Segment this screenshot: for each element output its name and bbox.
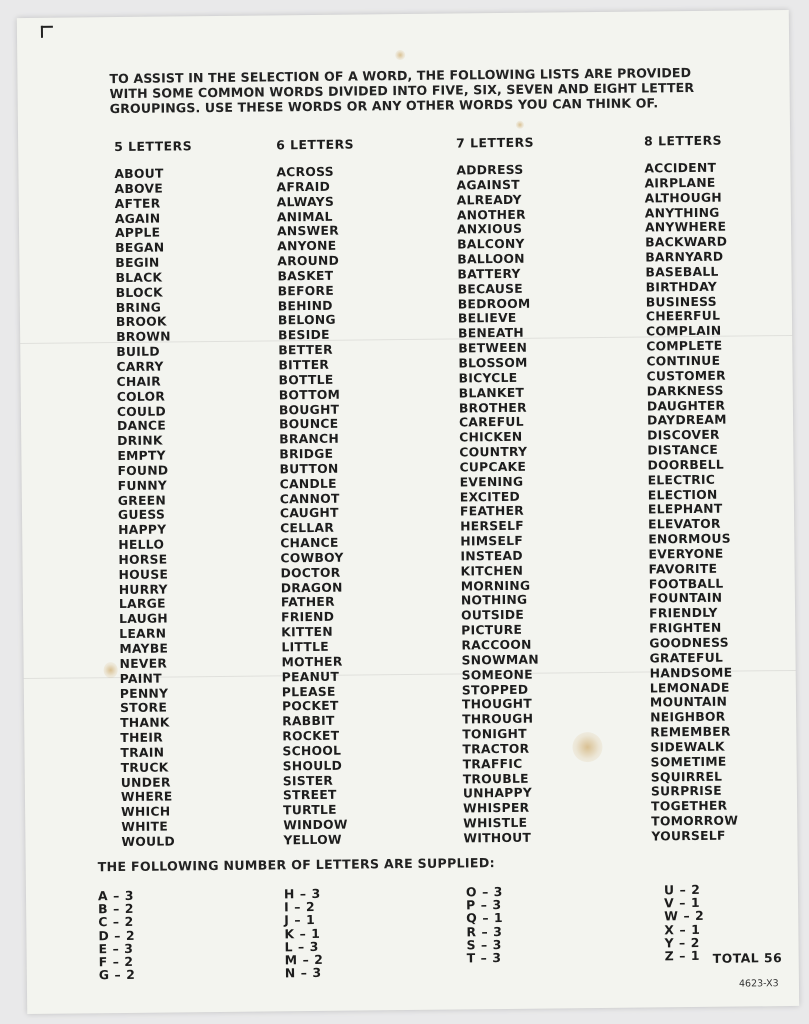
letter-count-group bbox=[664, 883, 705, 963]
list-item: GREEN bbox=[117, 493, 167, 508]
list-item: HERSELF bbox=[460, 519, 524, 534]
list-item: ANOTHER bbox=[456, 207, 526, 223]
list-item: F – 2 bbox=[98, 953, 134, 970]
list-item: CHICKEN bbox=[459, 429, 523, 445]
column-7-letters bbox=[456, 135, 541, 847]
list-item: HANDSOME bbox=[649, 665, 733, 681]
list-item: BRIDGE bbox=[279, 446, 334, 462]
list-item: BOTTLE bbox=[278, 372, 334, 388]
list-item: ADDRESS bbox=[456, 162, 524, 178]
list-item: O – 3 bbox=[465, 884, 504, 900]
list-item: RABBIT bbox=[282, 713, 335, 729]
list-item: CHANCE bbox=[280, 535, 339, 551]
list-item: OUTSIDE bbox=[461, 608, 525, 623]
list-item: SCHOOL bbox=[282, 743, 342, 759]
list-item: HOUSE bbox=[118, 567, 169, 582]
list-item: BEFORE bbox=[277, 283, 335, 299]
letter-count-group bbox=[466, 885, 504, 965]
letter-count-group bbox=[98, 889, 136, 982]
list-item: L – 3 bbox=[284, 938, 319, 955]
letter-count-list bbox=[466, 885, 504, 965]
list-item: Q – 1 bbox=[466, 910, 504, 926]
list-item: ELECTRIC bbox=[647, 472, 716, 488]
list-item: BOUGHT bbox=[278, 402, 340, 417]
list-item: TOMORROW bbox=[651, 813, 739, 829]
list-item: BOUNCE bbox=[279, 417, 339, 432]
list-item: KITCHEN bbox=[460, 563, 524, 579]
list-item: RACCOON bbox=[461, 637, 532, 653]
list-item: SOMEONE bbox=[461, 667, 533, 683]
word-list bbox=[276, 165, 361, 849]
list-item: PEANUT bbox=[281, 669, 340, 685]
list-item: SISTER bbox=[282, 773, 334, 788]
list-item: BELIEVE bbox=[457, 311, 517, 326]
list-item: REMEMBER bbox=[650, 724, 731, 740]
stain-mark bbox=[516, 121, 524, 129]
list-item: COMPLETE bbox=[646, 338, 723, 354]
list-item: ELEVATOR bbox=[648, 516, 721, 532]
list-item: LITTLE bbox=[281, 639, 329, 655]
list-item: MOUNTAIN bbox=[649, 695, 728, 710]
list-item: DRAGON bbox=[280, 580, 343, 595]
list-item: W – 2 bbox=[664, 908, 705, 924]
list-item: INSTEAD bbox=[460, 548, 523, 564]
list-item: BELONG bbox=[277, 313, 336, 328]
list-item: ANYONE bbox=[277, 238, 337, 254]
list-item: CUPCAKE bbox=[459, 459, 527, 475]
list-item: BUILD bbox=[116, 344, 160, 360]
list-item: BALCONY bbox=[457, 236, 525, 252]
list-item: CHAIR bbox=[116, 374, 162, 389]
list-item: AGAINST bbox=[456, 177, 520, 193]
list-item: TRUCK bbox=[120, 760, 169, 775]
list-item: NEVER bbox=[119, 656, 168, 671]
corner-mark bbox=[41, 26, 53, 38]
list-item: TONIGHT bbox=[462, 726, 527, 742]
list-item: EVENING bbox=[459, 474, 524, 490]
list-item: FAVORITE bbox=[648, 561, 718, 577]
list-item: CHEERFUL bbox=[645, 309, 721, 324]
list-item: ELECTION bbox=[647, 487, 718, 503]
list-item: YOURSELF bbox=[651, 828, 726, 844]
list-item: G – 2 bbox=[98, 967, 136, 983]
list-item: ANXIOUS bbox=[456, 222, 523, 237]
list-item: WHISTLE bbox=[463, 815, 528, 831]
list-item: BALLOON bbox=[457, 251, 525, 267]
list-item: BEGIN bbox=[115, 255, 160, 271]
list-item: ELEPHANT bbox=[647, 502, 723, 517]
list-item: BENEATH bbox=[458, 326, 525, 341]
list-item: H – 3 bbox=[283, 885, 321, 902]
list-item: CAUGHT bbox=[279, 506, 339, 521]
word-list bbox=[114, 166, 199, 850]
list-item: SIDEWALK bbox=[650, 739, 725, 755]
list-item: HAPPY bbox=[118, 522, 167, 538]
list-item: BASKET bbox=[277, 268, 334, 284]
list-item: TRACTOR bbox=[462, 741, 530, 757]
list-item: HIMSELF bbox=[460, 533, 524, 549]
list-item: BETWEEN bbox=[458, 340, 528, 356]
supplied-title: THE FOLLOWING NUMBER OF LETTERS ARE SUPPLIED: bbox=[97, 855, 495, 875]
word-list-sheet bbox=[17, 10, 799, 1014]
list-item: BOTTOM bbox=[278, 387, 341, 403]
list-item: ALWAYS bbox=[276, 194, 335, 210]
list-item: BETTER bbox=[278, 342, 333, 358]
list-item: WINDOW bbox=[283, 817, 348, 833]
list-item: NEIGHBOR bbox=[650, 709, 726, 725]
list-item: ALREADY bbox=[456, 192, 522, 208]
list-item: LEARN bbox=[119, 626, 167, 642]
list-item: SURPRISE bbox=[650, 784, 723, 799]
list-item: BIRTHDAY bbox=[645, 279, 718, 295]
list-item: ACCIDENT bbox=[644, 160, 717, 176]
list-item: V – 1 bbox=[664, 895, 701, 911]
column-heading: 6 LETTERS bbox=[276, 136, 355, 153]
list-item: ANSWER bbox=[276, 224, 340, 239]
list-item: R – 3 bbox=[466, 923, 503, 939]
letter-count-list bbox=[284, 887, 324, 980]
column-heading: 8 LETTERS bbox=[644, 132, 723, 149]
list-item: MORNING bbox=[460, 578, 531, 594]
list-item: COWBOY bbox=[280, 550, 344, 566]
list-item: TOGETHER bbox=[651, 798, 728, 814]
list-item: FUNNY bbox=[117, 478, 168, 493]
list-item: ROCKET bbox=[282, 728, 340, 744]
list-item: I – 2 bbox=[284, 899, 316, 915]
list-item: DAYDREAM bbox=[646, 413, 727, 428]
list-item: LEMONADE bbox=[649, 680, 730, 696]
list-item: GUESS bbox=[117, 507, 166, 523]
list-item: CUSTOMER bbox=[646, 368, 726, 384]
list-item: Y – 2 bbox=[664, 934, 701, 951]
list-item: CANNOT bbox=[279, 491, 340, 506]
list-item: COUNTRY bbox=[459, 444, 528, 460]
list-item: TURTLE bbox=[283, 803, 337, 818]
list-item: TROUBLE bbox=[462, 771, 529, 787]
list-item: DAUGHTER bbox=[646, 398, 726, 413]
list-item: SQUIRREL bbox=[650, 769, 723, 785]
list-item: DANCE bbox=[117, 418, 167, 434]
list-item: DRINK bbox=[117, 433, 163, 449]
column-heading: 7 LETTERS bbox=[456, 134, 535, 151]
list-item: ALTHOUGH bbox=[644, 190, 723, 206]
list-item: BROTHER bbox=[458, 400, 527, 415]
letter-count-list bbox=[664, 883, 705, 963]
list-item: AROUND bbox=[277, 253, 340, 269]
list-item: FOOTBALL bbox=[648, 576, 724, 592]
list-item: THANK bbox=[120, 715, 170, 731]
list-item: FRIENDLY bbox=[649, 606, 718, 621]
list-item: BUTTON bbox=[279, 461, 339, 477]
list-item: DISTANCE bbox=[647, 442, 719, 458]
list-item: BACKWARD bbox=[645, 234, 728, 250]
list-item: E – 3 bbox=[98, 940, 134, 957]
list-item: ABOUT bbox=[114, 166, 164, 182]
list-item: POCKET bbox=[281, 699, 339, 714]
list-item: FRIGHTEN bbox=[649, 620, 722, 636]
list-item: CAREFUL bbox=[458, 415, 524, 430]
list-item: THROUGH bbox=[462, 711, 534, 727]
list-item: COMPLAIN bbox=[646, 323, 722, 339]
word-list bbox=[644, 161, 738, 845]
list-item: HELLO bbox=[118, 537, 165, 553]
list-item: BICYCLE bbox=[458, 370, 518, 386]
list-item: FATHER bbox=[280, 595, 335, 610]
list-item: SHOULD bbox=[282, 758, 343, 774]
list-item: CELLAR bbox=[280, 521, 335, 536]
list-item: WHICH bbox=[121, 804, 171, 820]
list-item: AFRAID bbox=[276, 179, 331, 195]
list-item: YELLOW bbox=[283, 832, 342, 848]
list-item: DOORBELL bbox=[647, 457, 725, 473]
list-item: TRAFFIC bbox=[462, 756, 523, 772]
list-item: DOCTOR bbox=[280, 565, 341, 581]
list-item: EMPTY bbox=[117, 448, 166, 464]
list-item: BROOK bbox=[115, 314, 167, 330]
list-item: D – 2 bbox=[98, 927, 136, 943]
list-item: C – 2 bbox=[98, 914, 134, 930]
list-item: EVERYONE bbox=[648, 546, 724, 562]
list-item: UNHAPPY bbox=[462, 786, 533, 801]
total-count: TOTAL 56 bbox=[712, 950, 783, 966]
list-item: ENORMOUS bbox=[648, 531, 731, 547]
list-item: KITTEN bbox=[281, 624, 333, 640]
list-item: CARRY bbox=[116, 359, 164, 375]
list-item: S – 3 bbox=[466, 936, 502, 953]
column-5-letters bbox=[114, 138, 199, 850]
list-item: K – 1 bbox=[284, 925, 321, 941]
list-item: TRAIN bbox=[120, 745, 165, 760]
list-item: X – 1 bbox=[664, 921, 701, 937]
list-item: LAUGH bbox=[119, 611, 169, 627]
list-item: PAINT bbox=[119, 671, 162, 686]
list-item: P – 3 bbox=[466, 897, 502, 913]
stain-mark bbox=[572, 732, 602, 762]
list-item: NOTHING bbox=[460, 593, 528, 608]
list-item: FOUNTAIN bbox=[648, 591, 723, 606]
list-item: COULD bbox=[116, 404, 167, 419]
list-item: N – 3 bbox=[284, 965, 322, 981]
list-item: GRATEFUL bbox=[649, 650, 724, 666]
list-item: THEIR bbox=[120, 730, 164, 746]
list-item: WHITE bbox=[121, 819, 169, 835]
stain-mark bbox=[395, 50, 405, 60]
list-item: BUSINESS bbox=[645, 294, 717, 310]
list-item: BLOSSOM bbox=[458, 355, 528, 371]
list-item: A – 3 bbox=[97, 887, 135, 904]
list-item: HORSE bbox=[118, 552, 168, 567]
list-item: BRING bbox=[115, 300, 162, 315]
list-item: U – 2 bbox=[663, 881, 701, 898]
list-item: CONTINUE bbox=[646, 353, 721, 369]
list-item: BASEBALL bbox=[645, 264, 719, 280]
list-item: BITTER bbox=[278, 357, 330, 373]
list-item: BRANCH bbox=[279, 431, 340, 447]
stain-mark bbox=[104, 662, 118, 678]
list-item: AGAIN bbox=[114, 211, 161, 226]
list-item: BEDROOM bbox=[457, 296, 531, 312]
list-item: HURRY bbox=[118, 582, 168, 597]
list-item: PENNY bbox=[119, 686, 169, 701]
list-item: COLOR bbox=[116, 389, 166, 404]
list-item: BECAUSE bbox=[457, 281, 524, 297]
word-list bbox=[456, 163, 541, 847]
list-item: APPLE bbox=[114, 225, 161, 241]
list-item: WOULD bbox=[121, 834, 176, 849]
column-heading: 5 LETTERS bbox=[114, 138, 193, 155]
list-item: BLOCK bbox=[115, 285, 164, 300]
list-item: CANDLE bbox=[279, 476, 337, 492]
list-item: ACROSS bbox=[276, 164, 334, 180]
list-item: BEHIND bbox=[277, 298, 333, 313]
list-item: BROWN bbox=[116, 329, 171, 345]
list-item: SNOWMAN bbox=[461, 652, 539, 668]
list-item: B – 2 bbox=[98, 901, 135, 917]
list-item: UNDER bbox=[120, 775, 171, 790]
list-item: PLEASE bbox=[281, 684, 336, 699]
list-item: GOODNESS bbox=[649, 635, 729, 651]
column-6-letters bbox=[276, 137, 361, 849]
list-item: BESIDE bbox=[278, 328, 330, 343]
list-item: STOPPED bbox=[461, 682, 529, 697]
list-item: DARKNESS bbox=[646, 383, 724, 399]
list-item: EXCITED bbox=[459, 489, 521, 505]
list-item: LARGE bbox=[118, 597, 166, 612]
letter-count-group bbox=[284, 887, 324, 980]
list-item: BEGAN bbox=[115, 240, 165, 256]
list-item: STREET bbox=[282, 788, 337, 803]
list-item: BARNYARD bbox=[645, 249, 724, 265]
list-item: Z – 1 bbox=[664, 947, 701, 964]
list-item: WITHOUT bbox=[463, 830, 532, 846]
column-8-letters bbox=[644, 133, 738, 845]
list-item: MAYBE bbox=[119, 641, 169, 657]
list-item: STORE bbox=[119, 700, 168, 716]
letter-count-list bbox=[98, 889, 136, 982]
list-item: PICTURE bbox=[461, 622, 523, 638]
list-item: BLACK bbox=[115, 270, 163, 285]
list-item: T – 3 bbox=[466, 949, 502, 966]
list-item: J – 1 bbox=[284, 912, 316, 928]
list-item: WHISPER bbox=[463, 801, 530, 816]
list-item: SOMETIME bbox=[650, 754, 727, 770]
list-item: WHERE bbox=[120, 789, 173, 805]
list-item: MOTHER bbox=[281, 654, 343, 670]
list-item: FOUND bbox=[117, 463, 169, 478]
list-item: FRIEND bbox=[281, 610, 335, 625]
list-item: ANIMAL bbox=[276, 209, 333, 224]
intro-text: TO ASSIST IN THE SELECTION OF A WORD, THE FOLLOWING LISTS ARE PROVIDED WITH SOME COMMON WORDS DIVIDED INTO FIVE, SIX, SEVEN AND EIGHT LETTER GROUPINGS. USE THESE WORDS OR ANY OTHER WORDS YOU CAN THINK OF. bbox=[109, 65, 695, 117]
list-item: M – 2 bbox=[284, 951, 324, 968]
form-code: 4623-X3 bbox=[738, 978, 779, 990]
list-item: THOUGHT bbox=[461, 697, 533, 712]
list-item: ANYWHERE bbox=[644, 220, 727, 235]
list-item: ABOVE bbox=[114, 181, 164, 196]
list-item: AIRPLANE bbox=[644, 175, 716, 191]
list-item: FEATHER bbox=[459, 504, 525, 519]
list-item: ANYTHING bbox=[644, 205, 720, 221]
list-item: AFTER bbox=[114, 196, 161, 211]
list-item: BLANKET bbox=[458, 385, 525, 401]
list-item: DISCOVER bbox=[647, 427, 720, 443]
list-item: BATTERY bbox=[457, 266, 521, 282]
